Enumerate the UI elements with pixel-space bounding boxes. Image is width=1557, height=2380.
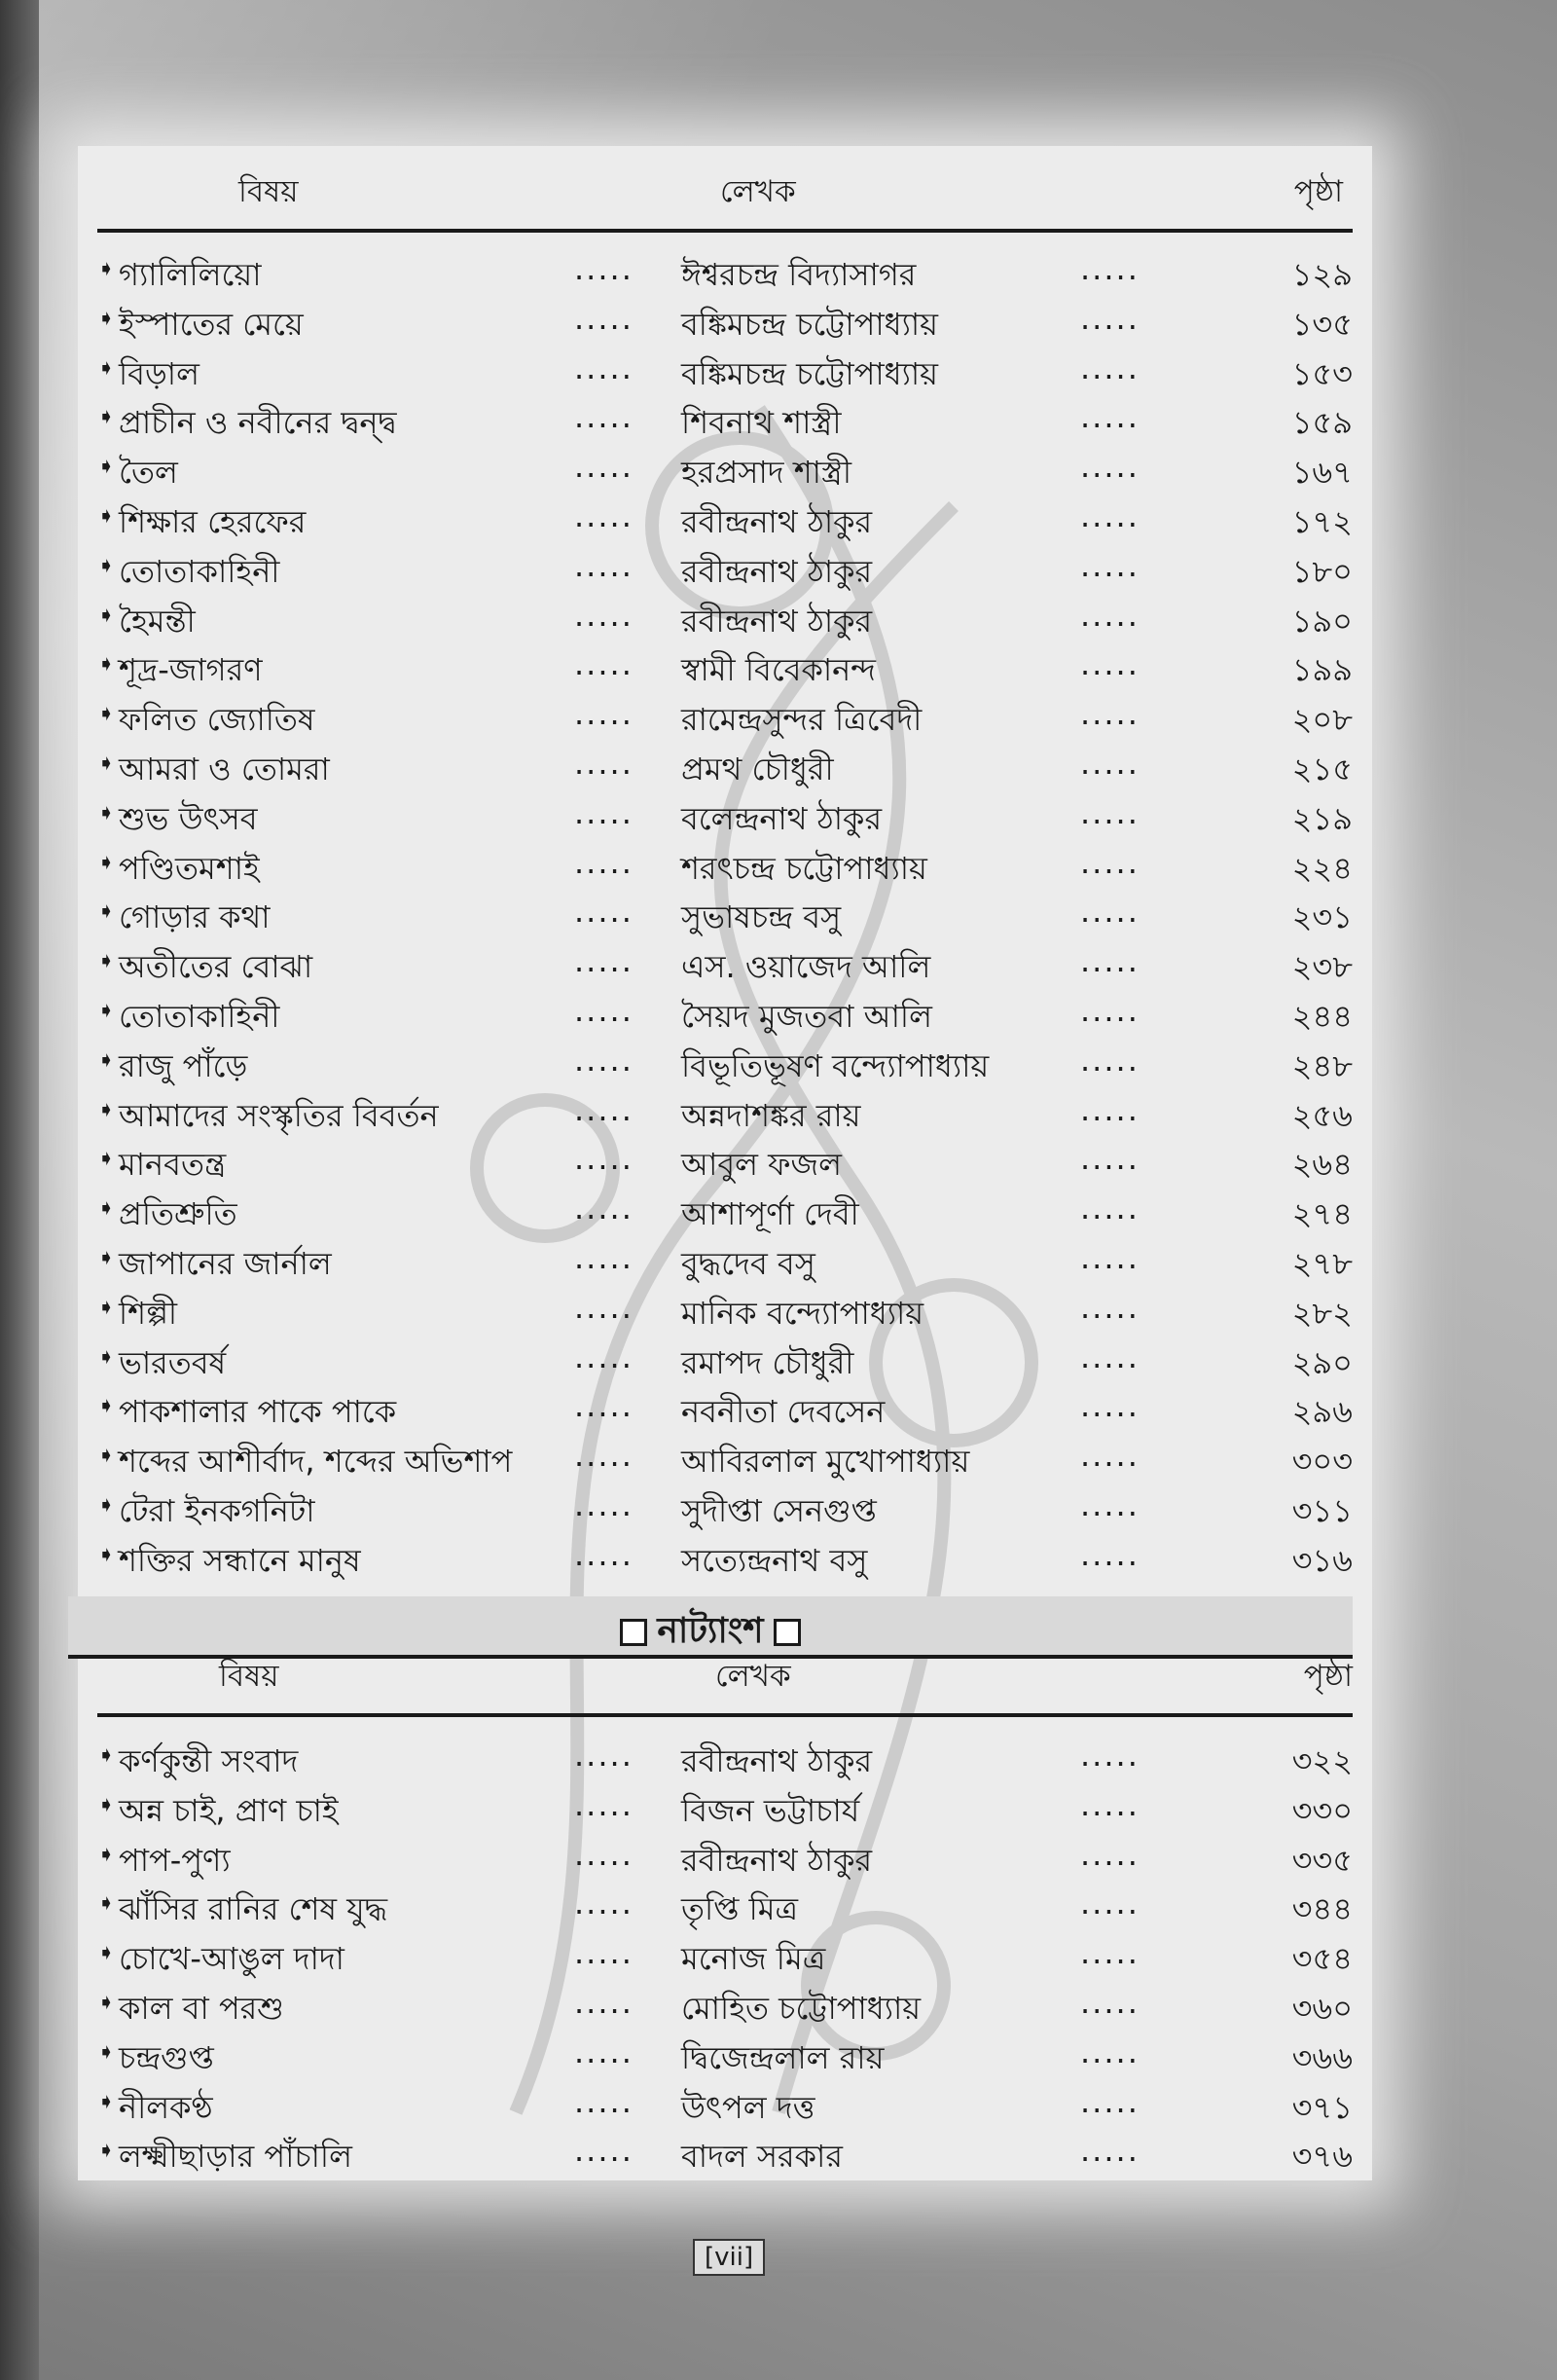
entry-page-number: ১৫৩: [1291, 354, 1353, 392]
leader-dots: .....: [574, 1737, 634, 1774]
entry-author: রবীন্দ্রনাথ ঠাকুর: [681, 602, 873, 640]
leader-dots: .....: [1080, 398, 1140, 436]
leader-dots: .....: [574, 546, 634, 584]
contents-row: [97, 984, 1353, 1034]
leader-dots: .....: [1080, 1437, 1140, 1475]
arrowhead-bullet-icon: ➧: [97, 1196, 116, 1222]
leader-dots: .....: [574, 348, 634, 386]
entry-subject: শুভ উৎসব: [119, 799, 258, 837]
leader-dots: .....: [574, 2032, 634, 2070]
entry-subject: লক্ষ্মীছাড়ার পাঁচালি: [119, 2138, 352, 2176]
entry-subject: গোড়ার কথা: [119, 898, 271, 936]
contents-row: [97, 440, 1353, 490]
leader-dots: .....: [574, 1041, 634, 1079]
entry-author: বুদ্ধদেব বসু: [681, 1244, 815, 1282]
entry-page-number: ৩৬০: [1291, 1989, 1353, 2027]
arrowhead-bullet-icon: ➧: [97, 1792, 116, 1817]
leader-dots: .....: [1080, 2032, 1140, 2070]
entry-page-number: ৩৭১: [1291, 2088, 1353, 2126]
leader-dots: .....: [1080, 496, 1140, 534]
leader-dots: .....: [574, 299, 634, 337]
entry-subject: শূদ্র-জাগরণ: [119, 651, 263, 689]
entry-page-number: ২৮২: [1291, 1294, 1353, 1332]
entry-subject: অন্ন চাই, প্রাণ চাই: [119, 1791, 339, 1829]
contents-row: [97, 1479, 1353, 1528]
leader-dots: .....: [574, 1835, 634, 1873]
leader-dots: .....: [574, 398, 634, 436]
leader-dots: .....: [1080, 1288, 1140, 1326]
contents-row: [97, 2026, 1353, 2075]
leader-dots: .....: [574, 448, 634, 486]
arrowhead-bullet-icon: ➧: [97, 751, 116, 776]
entry-author: ঈশ্বরচন্দ্র বিদ্যাসাগর: [681, 256, 917, 293]
contents-row: [97, 490, 1353, 539]
leader-dots: .....: [1080, 695, 1140, 733]
leader-dots: .....: [1080, 1785, 1140, 1823]
entry-page-number: ৩৩৫: [1291, 1841, 1353, 1879]
contents-row: [97, 1528, 1353, 1578]
entry-page-number: ৩৬৬: [1291, 2038, 1353, 2076]
entry-author: বিভূতিভূষণ বন্দ্যোপাধ্যায়: [681, 1046, 990, 1084]
entry-subject: রাজু পাঁড়ে: [119, 1046, 248, 1084]
entry-author: রবীন্দ্রনাথ ঠাকুর: [681, 502, 873, 540]
leader-dots: .....: [574, 991, 634, 1029]
leader-dots: .....: [1080, 1885, 1140, 1922]
arrowhead-bullet-icon: ➧: [97, 2139, 116, 2164]
entry-subject: গ্যালিলিয়ো: [119, 256, 262, 293]
contents-row: [97, 1182, 1353, 1231]
entry-author: হরপ্রসাদ শাস্ত্রী: [681, 454, 852, 492]
arrowhead-bullet-icon: ➧: [97, 800, 116, 825]
entry-author: মানিক বন্দ্যোপাধ্যায়: [681, 1294, 924, 1332]
drama-header-author: লেখক: [715, 1659, 791, 1694]
leader-dots: .....: [574, 1437, 634, 1475]
entry-page-number: ২১৫: [1291, 750, 1353, 787]
leader-dots: .....: [1080, 1485, 1140, 1523]
square-bullet-icon: [774, 1619, 801, 1646]
leader-dots: .....: [1080, 2082, 1140, 2120]
square-bullet-icon: [620, 1619, 647, 1646]
arrowhead-bullet-icon: ➧: [97, 1344, 116, 1370]
leader-dots: .....: [1080, 645, 1140, 683]
leader-dots: .....: [574, 695, 634, 733]
arrowhead-bullet-icon: ➧: [97, 1891, 116, 1917]
contents-row: [97, 1034, 1353, 1083]
leader-dots: .....: [1080, 942, 1140, 980]
contents-row: [97, 539, 1353, 589]
entry-subject: তৈল: [119, 454, 178, 492]
leader-dots: .....: [1080, 348, 1140, 386]
entry-page-number: ৩৫৪: [1291, 1940, 1353, 1978]
leader-dots: .....: [574, 1387, 634, 1425]
entry-author: স্বামী বিবেকানন্দ: [681, 651, 876, 689]
entry-subject: শিল্পী: [119, 1294, 178, 1332]
entry-page-number: ২৫৬: [1291, 1096, 1353, 1134]
entry-page-number: ৩৩০: [1291, 1791, 1353, 1829]
leader-dots: .....: [574, 1190, 634, 1227]
leader-dots: .....: [1080, 596, 1140, 634]
arrowhead-bullet-icon: ➧: [97, 899, 116, 925]
prose-header-row: [97, 170, 1353, 233]
leader-dots: .....: [1080, 744, 1140, 782]
leader-dots: .....: [1080, 2132, 1140, 2170]
entry-author: এস. ওয়াজেদ আলি: [681, 948, 931, 986]
contents-row: [97, 1778, 1353, 1828]
arrowhead-bullet-icon: ➧: [97, 998, 116, 1023]
leader-dots: .....: [574, 250, 634, 287]
contents-row: [97, 1231, 1353, 1281]
entry-page-number: ২২৪: [1291, 849, 1353, 887]
drama-header-subject: বিষয়: [219, 1659, 279, 1694]
arrowhead-bullet-icon: ➧: [97, 702, 116, 727]
entry-author: আশাপূর্ণা দেবী: [681, 1195, 859, 1233]
leader-dots: .....: [1080, 1535, 1140, 1573]
leader-dots: .....: [1080, 299, 1140, 337]
entry-author: আবিরলাল মুখোপাধ্যায়: [681, 1443, 970, 1481]
entry-author: অন্নদাশঙ্কর রায়: [681, 1096, 861, 1134]
leader-dots: .....: [574, 1238, 634, 1276]
roman-page-number: [vii]: [693, 2239, 765, 2276]
header-author: লেখক: [720, 174, 796, 209]
leader-dots: .....: [1080, 991, 1140, 1029]
entry-subject: পণ্ডিতমশাই: [119, 849, 260, 887]
entry-subject: চোখে-আঙুল দাদা: [119, 1940, 344, 1978]
leader-dots: .....: [574, 2132, 634, 2170]
leader-dots: .....: [1080, 1387, 1140, 1425]
arrowhead-bullet-icon: ➧: [97, 1394, 116, 1419]
entry-subject: ঝাঁসির রানির শেষ যুদ্ধ: [119, 1890, 388, 1928]
contents-row: [97, 638, 1353, 687]
entry-author: উৎপল দত্ত: [681, 2088, 815, 2126]
contents-row: [97, 836, 1353, 886]
entry-page-number: ১৩৫: [1291, 305, 1353, 343]
contents-row: [97, 589, 1353, 639]
leader-dots: .....: [574, 1090, 634, 1128]
entry-author: রবীন্দ্রনাথ ঠাকুর: [681, 552, 873, 590]
entry-subject: নীলকণ্ঠ: [119, 2088, 213, 2126]
entry-subject: কর্ণকুন্তী সংবাদ: [119, 1742, 299, 1779]
arrowhead-bullet-icon: ➧: [97, 2089, 116, 2114]
entry-page-number: ২৩৮: [1291, 948, 1353, 986]
prose-contents: [97, 170, 1353, 1578]
entry-subject: হৈমন্তী: [119, 602, 196, 640]
drama-rows: [97, 1717, 1353, 2174]
leader-dots: .....: [574, 1485, 634, 1523]
entry-author: বলেন্দ্রনাথ ঠাকুর: [681, 799, 883, 837]
leader-dots: .....: [574, 744, 634, 782]
contents-row: [97, 1132, 1353, 1182]
entry-subject: তোতাকাহিনী: [119, 997, 280, 1035]
entry-author: আবুল ফজল: [681, 1146, 843, 1184]
contents-row: [97, 2075, 1353, 2125]
entry-author: শরৎচন্দ্র চট্টোপাধ্যায়: [681, 849, 927, 887]
entry-author: প্রমথ চৌধুরী: [681, 750, 834, 787]
contents-row: [97, 1877, 1353, 1926]
arrowhead-bullet-icon: ➧: [97, 1245, 116, 1270]
entry-author: বাদল সরকার: [681, 2138, 843, 2176]
entry-subject: প্রাচীন ও নবীনের দ্বন্দ্ব: [119, 404, 397, 442]
arrowhead-bullet-icon: ➧: [97, 1047, 116, 1073]
arrowhead-bullet-icon: ➧: [97, 455, 116, 480]
leader-dots: .....: [1080, 1190, 1140, 1227]
entry-author: রবীন্দ্রনাথ ঠাকুর: [681, 1841, 873, 1879]
leader-dots: .....: [1080, 1835, 1140, 1873]
arrowhead-bullet-icon: ➧: [97, 652, 116, 677]
entry-page-number: ২৯০: [1291, 1343, 1353, 1381]
entry-subject: ভারতবর্ষ: [119, 1343, 227, 1381]
arrowhead-bullet-icon: ➧: [97, 306, 116, 331]
entry-subject: চন্দ্রগুপ্ত: [119, 2038, 214, 2076]
leader-dots: .....: [574, 893, 634, 931]
leader-dots: .....: [574, 1535, 634, 1573]
contents-row: [97, 2124, 1353, 2174]
contents-row: [97, 1331, 1353, 1380]
entry-subject: শক্তির সন্ধানে মানুষ: [119, 1541, 361, 1579]
entry-page-number: ২৬৪: [1291, 1146, 1353, 1184]
leader-dots: .....: [1080, 1090, 1140, 1128]
entry-page-number: ২৭৮: [1291, 1244, 1353, 1282]
header-subject: বিষয়: [238, 174, 299, 209]
entry-page-number: ১৬৭: [1291, 454, 1353, 492]
entry-author: সৈয়দ মুজতবা আলি: [681, 997, 932, 1035]
leader-dots: .....: [1080, 893, 1140, 931]
entry-subject: টেরা ইনকগনিটা: [119, 1491, 315, 1529]
arrowhead-bullet-icon: ➧: [97, 1743, 116, 1768]
entry-author: বঙ্কিমচন্দ্র চট্টোপাধ্যায়: [681, 305, 939, 343]
leader-dots: .....: [574, 1885, 634, 1922]
leader-dots: .....: [1080, 1934, 1140, 1972]
contents-row: [97, 737, 1353, 787]
leader-dots: .....: [1080, 793, 1140, 831]
contents-row: [97, 390, 1353, 440]
arrowhead-bullet-icon: ➧: [97, 355, 116, 381]
entry-subject: আমাদের সংস্কৃতির বিবর্তন: [119, 1096, 439, 1134]
leader-dots: .....: [574, 1983, 634, 2021]
contents-row: [97, 1729, 1353, 1778]
entry-page-number: ৩৪৪: [1291, 1890, 1353, 1928]
leader-dots: .....: [1080, 1737, 1140, 1774]
arrowhead-bullet-icon: ➧: [97, 949, 116, 974]
contents-row: [97, 292, 1353, 342]
leader-dots: .....: [574, 843, 634, 881]
arrowhead-bullet-icon: ➧: [97, 553, 116, 578]
leader-dots: .....: [574, 2082, 634, 2120]
arrowhead-bullet-icon: ➧: [97, 1295, 116, 1320]
entry-author: শিবনাথ শাস্ত্রী: [681, 404, 842, 442]
entry-author: সুভাষচন্দ্র বসু: [681, 898, 842, 936]
entry-author: দ্বিজেন্দ্রলাল রায়: [681, 2038, 885, 2076]
header-page: পৃষ্ঠা: [1293, 174, 1343, 209]
entry-page-number: ১৭২: [1291, 502, 1353, 540]
leader-dots: .....: [574, 1140, 634, 1178]
entry-subject: পাকশালার পাকে পাকে: [119, 1393, 397, 1431]
entry-subject: জাপানের জার্নাল: [119, 1244, 332, 1282]
entry-subject: ইস্পাতের মেয়ে: [119, 305, 304, 343]
arrowhead-bullet-icon: ➧: [97, 1444, 116, 1469]
entry-page-number: ২৪৪: [1291, 997, 1353, 1035]
entry-page-number: ৩১৬: [1291, 1541, 1353, 1579]
entry-page-number: ৩০৩: [1291, 1443, 1353, 1481]
entry-page-number: ৩৭৬: [1291, 2138, 1353, 2176]
arrowhead-bullet-icon: ➧: [97, 257, 116, 281]
contents-row: [97, 687, 1353, 737]
entry-subject: বিড়াল: [119, 354, 199, 392]
entry-author: তৃপ্তি মিত্র: [681, 1890, 799, 1928]
entry-subject: পাপ-পুণ্য: [119, 1841, 231, 1879]
drama-contents: [97, 1655, 1353, 2174]
leader-dots: .....: [1080, 1140, 1140, 1178]
entry-page-number: ২৩১: [1291, 898, 1353, 936]
entry-page-number: ২৪৮: [1291, 1046, 1353, 1084]
entry-page-number: ১২৯: [1291, 256, 1353, 293]
leader-dots: .....: [1080, 1238, 1140, 1276]
prose-rows: [97, 233, 1353, 1578]
leader-dots: .....: [574, 1288, 634, 1326]
arrowhead-bullet-icon: ➧: [97, 2039, 116, 2065]
drama-header-page: পৃষ্ঠা: [1303, 1659, 1353, 1694]
arrowhead-bullet-icon: ➧: [97, 1990, 116, 2015]
entry-subject: মানবতন্ত্র: [119, 1146, 227, 1184]
entry-page-number: ১৯৯: [1291, 651, 1353, 689]
arrowhead-bullet-icon: ➧: [97, 1147, 116, 1172]
contents-row: [97, 242, 1353, 292]
entry-author: রমাপদ চৌধুরী: [681, 1343, 854, 1381]
contents-row: [97, 1281, 1353, 1331]
entry-subject: তোতাকাহিনী: [119, 552, 280, 590]
entry-author: রামেন্দ্রসুন্দর ত্রিবেদী: [681, 701, 923, 739]
leader-dots: .....: [574, 1934, 634, 1972]
arrowhead-bullet-icon: ➧: [97, 1097, 116, 1122]
entry-subject: কাল বা পরশু: [119, 1989, 284, 2027]
entry-subject: অতীতের বোঝা: [119, 948, 313, 986]
leader-dots: .....: [1080, 250, 1140, 287]
contents-row: [97, 885, 1353, 934]
arrowhead-bullet-icon: ➧: [97, 1492, 116, 1518]
entry-author: রবীন্দ্রনাথ ঠাকুর: [681, 1742, 873, 1779]
contents-row: [97, 1828, 1353, 1878]
drama-section-banner: [68, 1596, 1353, 1659]
entry-page-number: ২১৯: [1291, 799, 1353, 837]
leader-dots: .....: [574, 1337, 634, 1375]
book-spine: [0, 0, 39, 2380]
leader-dots: .....: [1080, 1337, 1140, 1375]
arrowhead-bullet-icon: ➧: [97, 1542, 116, 1567]
entry-page-number: ১৫৯: [1291, 404, 1353, 442]
entry-subject: ফলিত জ্যোতিষ: [119, 701, 315, 739]
arrowhead-bullet-icon: ➧: [97, 1842, 116, 1867]
entry-subject: আমরা ও তোমরা: [119, 750, 330, 787]
contents-row: [97, 1379, 1353, 1429]
entry-page-number: ১৯০: [1291, 602, 1353, 640]
drama-title-text: নাট্যাংশ: [657, 1611, 764, 1651]
entry-page-number: ২৭৪: [1291, 1195, 1353, 1233]
leader-dots: .....: [574, 496, 634, 534]
leader-dots: .....: [1080, 546, 1140, 584]
entry-author: মনোজ মিত্র: [681, 1940, 826, 1978]
arrowhead-bullet-icon: ➧: [97, 850, 116, 875]
arrowhead-bullet-icon: ➧: [97, 503, 116, 529]
leader-dots: .....: [1080, 1041, 1140, 1079]
entry-subject: শিক্ষার হেরফের: [119, 502, 307, 540]
leader-dots: .....: [574, 942, 634, 980]
entry-author: নবনীতা দেবসেন: [681, 1393, 886, 1431]
entry-subject: শব্দের আশীর্বাদ, শব্দের অভিশাপ: [119, 1443, 513, 1481]
drama-header-row: [97, 1655, 1353, 1717]
entry-page-number: ৩২২: [1291, 1742, 1353, 1779]
arrowhead-bullet-icon: ➧: [97, 603, 116, 628]
entry-author: সুদীপ্তা সেনগুপ্ত: [681, 1491, 877, 1529]
leader-dots: .....: [574, 1785, 634, 1823]
leader-dots: .....: [1080, 448, 1140, 486]
entry-author: বঙ্কিমচন্দ্র চট্টোপাধ্যায়: [681, 354, 939, 392]
entry-author: সত্যেন্দ্রনাথ বসু: [681, 1541, 868, 1579]
entry-page-number: ১৮০: [1291, 552, 1353, 590]
leader-dots: .....: [1080, 1983, 1140, 2021]
contents-row: [97, 1429, 1353, 1479]
arrowhead-bullet-icon: ➧: [97, 1941, 116, 1966]
contents-row: [97, 342, 1353, 391]
arrowhead-bullet-icon: ➧: [97, 405, 116, 430]
entry-page-number: ৩১১: [1291, 1491, 1353, 1529]
entry-page-number: ২৯৬: [1291, 1393, 1353, 1431]
leader-dots: .....: [1080, 843, 1140, 881]
entry-subject: প্রতিশ্রুতি: [119, 1195, 237, 1233]
entry-page-number: ২০৮: [1291, 701, 1353, 739]
entry-author: বিজন ভট্টাচার্য: [681, 1791, 860, 1829]
leader-dots: .....: [574, 793, 634, 831]
contents-row: [97, 1926, 1353, 1976]
contents-row: [97, 787, 1353, 836]
contents-row: [97, 1083, 1353, 1133]
leader-dots: .....: [574, 596, 634, 634]
contents-row: [97, 934, 1353, 984]
leader-dots: .....: [574, 645, 634, 683]
contents-row: [97, 1976, 1353, 2026]
entry-author: মোহিত চট্টোপাধ্যায়: [681, 1989, 922, 2027]
